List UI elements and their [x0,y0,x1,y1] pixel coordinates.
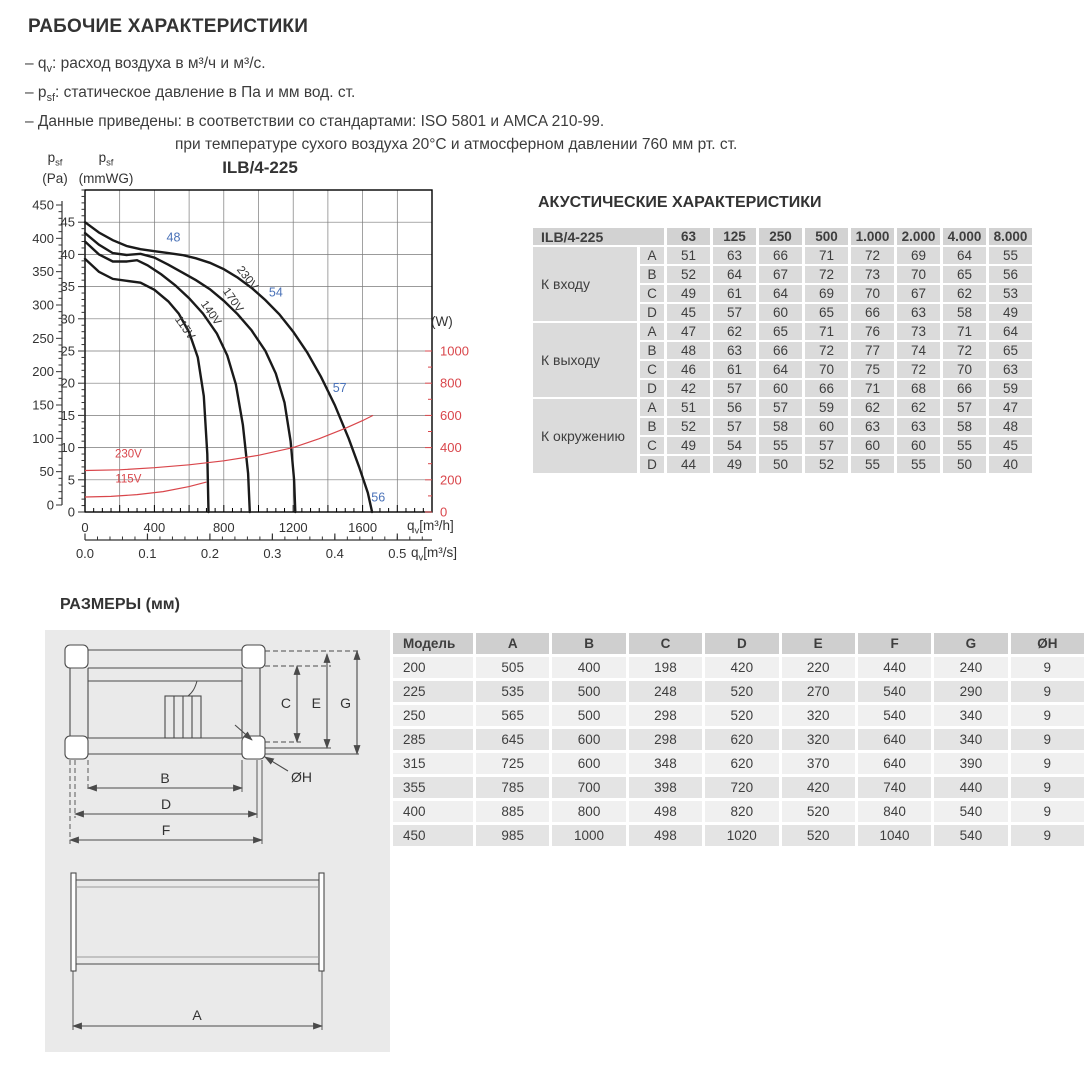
dimensions-table-head [393,633,1084,654]
dimension-cell: 540 [934,801,1007,822]
dimensions-table-body [393,657,1084,846]
acoustic-cell: 57 [759,399,802,416]
mmwg-tick-label: 10 [60,440,75,456]
m3h-tick-label: 1200 [278,520,308,535]
acoustic-cell: 55 [759,437,802,454]
pa-tick-label: 350 [32,264,54,280]
pa-tick-label: 50 [39,464,54,480]
dimensions-header: D [705,633,778,654]
acoustic-cell: 60 [759,380,802,397]
dimension-cell: 420 [705,657,778,678]
dimension-cell: 520 [705,705,778,726]
model-cell: 285 [393,729,473,750]
acoustic-cell: 72 [943,342,986,359]
acoustic-cell: 63 [989,361,1032,378]
watt-tick-label: 200 [440,472,462,488]
acoustic-cell: 50 [943,456,986,473]
acoustic-cell: 57 [713,380,756,397]
note-line: – Данные приведены: в соответствии со стандартами: ISO 5801 и AMCA 210-99. [25,113,605,131]
acoustic-cell: 66 [851,304,894,321]
dimension-cell: 498 [629,825,702,846]
acoustic-cell: 64 [943,247,986,264]
acoustic-cell: 55 [897,456,940,473]
mmwg-tick-label: 40 [60,246,75,262]
dimension-cell: 390 [934,753,1007,774]
acoustic-group-label: К выходу [533,323,637,397]
acoustic-cell: 55 [851,456,894,473]
acoustic-letter: D [640,456,664,473]
acoustic-cell: 64 [759,285,802,302]
m3s-tick-label: 0.1 [138,546,157,561]
acoustic-cell: 62 [897,399,940,416]
dimension-cell: 520 [782,825,855,846]
dimension-cell: 800 [552,801,625,822]
acoustic-table [530,226,1035,475]
acoustic-cell: 42 [667,380,710,397]
acoustic-cell: 60 [897,437,940,454]
acoustic-cell: 67 [759,266,802,283]
acoustic-cell: 56 [989,266,1032,283]
dimension-cell: 520 [782,801,855,822]
acoustic-cell: 45 [667,304,710,321]
acoustic-cell: 59 [989,380,1032,397]
acoustic-cell: 58 [943,304,986,321]
dimension-cell: 348 [629,753,702,774]
acoustic-model-header: ILB/4-225 [533,228,664,245]
dimension-cell: 198 [629,657,702,678]
watt-tick-label: 600 [440,407,462,423]
dimension-cell: 785 [476,777,549,798]
dimension-cell: 620 [705,729,778,750]
noise-level-label: 54 [268,285,283,300]
acoustic-cell: 60 [851,437,894,454]
axis-unit-m3h: $q_v[m^3/h]$ [407,518,454,537]
dimensions-row [393,777,1084,798]
band-header: 2.000 [897,228,940,245]
acoustic-cell: 52 [667,266,710,283]
noise-level-label: 57 [332,381,347,396]
dimension-cell: 540 [858,681,931,702]
dimension-cell: 540 [858,705,931,726]
acoustic-cell: 63 [713,247,756,264]
dimension-cell: 9 [1011,681,1084,702]
dimension-cell: 240 [934,657,1007,678]
power-curve-label: 230V [114,448,142,461]
note-line: – $q_v$: расход воздуха в м³/ч и м³/с. [25,55,266,76]
acoustic-cell: 58 [943,418,986,435]
dimension-cell: 220 [782,657,855,678]
m3h-tick-label: 400 [143,520,166,535]
acoustic-cell: 66 [759,342,802,359]
dimension-cell: 600 [552,729,625,750]
model-cell: 200 [393,657,473,678]
dimension-cell: 500 [552,681,625,702]
mmwg-tick-label: 45 [60,214,75,230]
acoustic-cell: 60 [805,418,848,435]
acoustic-cell: 63 [897,418,940,435]
dimension-cell: 270 [782,681,855,702]
dimension-cell: 9 [1011,705,1084,726]
acoustic-cell: 63 [897,304,940,321]
dimensions-row [393,825,1084,846]
axis-label-pa: $p_{sf}$ (Pa) [42,150,68,186]
duct-flange-left [71,873,76,971]
dim-label-c: C [280,695,291,711]
dimensions-header: B [552,633,625,654]
pressure-curve-230V [85,222,372,512]
watt-tick-label: 400 [440,440,462,456]
acoustic-cell: 69 [897,247,940,264]
dimension-cell: 535 [476,681,549,702]
acoustic-cell: 62 [943,285,986,302]
dimension-cell: 500 [552,705,625,726]
m3h-tick-label: 1600 [348,520,378,535]
dimensions-header: C [629,633,702,654]
acoustic-cell: 66 [759,247,802,264]
acoustic-cell: 40 [989,456,1032,473]
acoustic-cell: 52 [667,418,710,435]
section-title-acoustics: АКУСТИЧЕСКИЕ ХАРАКТЕРИСТИКИ [538,194,822,211]
dimension-cell: 398 [629,777,702,798]
performance-notes [25,52,1075,156]
axis-label-watt: (W) [431,314,453,329]
dimension-cell: 9 [1011,729,1084,750]
dimension-cell: 540 [934,825,1007,846]
acoustic-cell: 76 [851,323,894,340]
dimension-cell: 440 [934,777,1007,798]
acoustic-cell: 55 [989,247,1032,264]
noise-level-label: 56 [371,490,386,505]
dimension-cell: 298 [629,729,702,750]
mmwg-tick-label: 0 [67,504,75,520]
dimension-cell: 640 [858,729,931,750]
dimension-cell: 248 [629,681,702,702]
dimension-cell: 1040 [858,825,931,846]
acoustic-cell: 53 [989,285,1032,302]
pa-tick-label: 100 [32,430,54,446]
acoustic-cell: 73 [851,266,894,283]
model-cell: 450 [393,825,473,846]
watt-tick-label: 0 [440,504,448,520]
acoustic-cell: 66 [943,380,986,397]
acoustic-cell: 68 [897,380,940,397]
acoustic-cell: 47 [989,399,1032,416]
dimensions-row [393,705,1084,726]
dimension-cell: 298 [629,705,702,726]
dimensions-header: G [934,633,1007,654]
pressure-curve-115V [85,259,209,512]
acoustic-cell: 48 [989,418,1032,435]
acoustic-cell: 64 [989,323,1032,340]
acoustic-cell: 74 [897,342,940,359]
curve-label: 230V [233,264,260,293]
acoustic-cell: 57 [713,304,756,321]
model-cell: 315 [393,753,473,774]
band-header: 125 [713,228,756,245]
dimension-drawing [45,630,390,1052]
pa-tick-label: 150 [32,397,54,413]
dimensions-row [393,801,1084,822]
dimension-cell: 290 [934,681,1007,702]
acoustic-group-label: К входу [533,247,637,321]
model-cell: 400 [393,801,473,822]
acoustic-cell: 61 [713,285,756,302]
acoustic-cell: 72 [805,266,848,283]
dimension-cell: 440 [858,657,931,678]
acoustic-row [533,323,1032,340]
curve-label: 140V [197,298,224,328]
acoustic-header-row [533,228,1032,245]
axis-unit-m3s: $q_v[m^3/s]$ [411,545,457,564]
acoustic-letter: C [640,285,664,302]
acoustic-row [533,247,1032,264]
dimension-cell: 520 [705,681,778,702]
chart-title: ILB/4-225 [222,158,298,177]
acoustic-cell: 49 [989,304,1032,321]
model-cell: 225 [393,681,473,702]
dimension-cell: 400 [552,657,625,678]
dimensions-row [393,681,1084,702]
acoustic-cell: 75 [851,361,894,378]
acoustic-cell: 55 [943,437,986,454]
dimension-cell: 700 [552,777,625,798]
acoustic-group-label: К окружению [533,399,637,473]
acoustic-cell: 65 [805,304,848,321]
power-curve-115V [85,482,206,497]
curve-label: 170V [219,285,246,315]
dimension-cell: 985 [476,825,549,846]
acoustic-cell: 58 [759,418,802,435]
acoustic-cell: 66 [805,380,848,397]
power-curve-label: 115V [115,473,142,486]
pa-tick-label: 300 [32,297,54,313]
acoustic-letter: B [640,418,664,435]
band-header: 500 [805,228,848,245]
acoustic-letter: A [640,399,664,416]
noise-level-label: 48 [166,230,181,245]
pa-tick-label: 250 [32,330,54,346]
acoustic-cell: 65 [943,266,986,283]
mmwg-tick-label: 30 [60,311,75,327]
dimension-cell: 9 [1011,777,1084,798]
acoustic-cell: 51 [667,247,710,264]
mmwg-tick-label: 35 [60,279,75,295]
model-cell: 355 [393,777,473,798]
m3s-tick-label: 0.3 [263,546,282,561]
dim-label-b: B [160,770,170,786]
mmwg-tick-label: 15 [60,407,75,423]
dim-label-d: D [160,796,172,812]
dimension-cell: 340 [934,729,1007,750]
dimensions-header: A [476,633,549,654]
acoustic-cell: 56 [713,399,756,416]
dimensions-row [393,729,1084,750]
dimension-cell: 725 [476,753,549,774]
dimension-cell: 720 [705,777,778,798]
model-cell: 250 [393,705,473,726]
drawing-panel [45,630,390,1052]
dimension-cell: 370 [782,753,855,774]
pressure-curve-140V [85,242,250,513]
acoustic-cell: 69 [805,285,848,302]
dimension-cell: 1020 [705,825,778,846]
dim-label-f: F [161,822,171,838]
acoustic-cell: 60 [759,304,802,321]
acoustic-cell: 63 [851,418,894,435]
acoustic-cell: 71 [851,380,894,397]
acoustic-table-body [533,247,1032,473]
dimension-cell: 340 [934,705,1007,726]
band-header: 8.000 [989,228,1032,245]
acoustic-cell: 59 [805,399,848,416]
acoustic-letter: C [640,437,664,454]
acoustic-cell: 64 [713,266,756,283]
curve-label: 115V [172,313,197,343]
dimension-cell: 9 [1011,657,1084,678]
watt-tick-label: 800 [440,375,462,391]
acoustic-letter: A [640,323,664,340]
acoustic-cell: 50 [759,456,802,473]
acoustic-cell: 47 [667,323,710,340]
dimension-cell: 840 [858,801,931,822]
acoustic-cell: 71 [943,323,986,340]
acoustic-letter: D [640,304,664,321]
dimensions-header: Модель [393,633,473,654]
dimension-cell: 320 [782,705,855,726]
dimension-cell: 820 [705,801,778,822]
acoustic-cell: 65 [989,342,1032,359]
acoustic-cell: 73 [897,323,940,340]
dimension-cell: 1000 [552,825,625,846]
dimension-cell: 885 [476,801,549,822]
acoustic-cell: 71 [805,247,848,264]
watt-tick-label: 1000 [440,343,469,359]
note-line: – $p_{sf}$: статическое давление в Па и мм вод. ст. [25,84,356,105]
dimension-cell: 740 [858,777,931,798]
pa-tick-label: 450 [32,197,54,213]
section-title-performance: РАБОЧИЕ ХАРАКТЕРИСТИКИ [28,16,309,37]
dimensions-row [393,657,1084,678]
acoustic-cell: 46 [667,361,710,378]
acoustic-letter: B [640,342,664,359]
mmwg-tick-label: 20 [60,375,75,391]
acoustic-letter: D [640,380,664,397]
acoustic-cell: 51 [667,399,710,416]
acoustic-cell: 72 [805,342,848,359]
m3s-tick-label: 0.2 [200,546,219,561]
acoustic-cell: 71 [805,323,848,340]
m3h-tick-label: 800 [212,520,235,535]
dimension-cell: 9 [1011,825,1084,846]
m3s-tick-label: 0.5 [388,546,407,561]
acoustic-cell: 44 [667,456,710,473]
acoustic-cell: 49 [667,285,710,302]
axis-label-mmwg: $p_{sf}$ (mmWG) [78,150,134,186]
dimension-cell: 640 [858,753,931,774]
dimension-cell: 565 [476,705,549,726]
acoustic-cell: 49 [713,456,756,473]
dimensions-table [390,630,1087,849]
dimensions-header: F [858,633,931,654]
acoustic-cell: 48 [667,342,710,359]
dimensions-header-row [393,633,1084,654]
pa-tick-label: 0 [46,497,54,513]
acoustic-cell: 70 [897,266,940,283]
acoustic-cell: 52 [805,456,848,473]
section-title-dimensions: РАЗМЕРЫ (мм) [60,596,180,613]
m3h-tick-label: 0 [81,520,89,535]
dimensions-header: E [782,633,855,654]
dimension-cell: 645 [476,729,549,750]
power-curve-230V [85,415,373,470]
band-header: 1.000 [851,228,894,245]
dimension-cell: 320 [782,729,855,750]
acoustic-cell: 62 [713,323,756,340]
dimension-cell: 600 [552,753,625,774]
acoustic-cell: 62 [851,399,894,416]
acoustic-letter: A [640,247,664,264]
m3s-tick-label: 0.4 [325,546,344,561]
mmwg-tick-label: 25 [60,343,75,359]
band-header: 4.000 [943,228,986,245]
dim-label-a: A [192,1007,202,1023]
acoustic-letter: B [640,266,664,283]
acoustic-cell: 57 [805,437,848,454]
acoustic-cell: 72 [897,361,940,378]
band-header: 63 [667,228,710,245]
acoustic-cell: 54 [713,437,756,454]
dimension-cell: 420 [782,777,855,798]
band-header: 250 [759,228,802,245]
acoustic-cell: 77 [851,342,894,359]
acoustic-cell: 70 [943,361,986,378]
duct-flange-right [319,873,324,971]
dimension-cell: 9 [1011,801,1084,822]
acoustic-cell: 63 [713,342,756,359]
acoustic-letter: C [640,361,664,378]
acoustic-cell: 57 [943,399,986,416]
dimensions-row [393,753,1084,774]
dim-label-g: G [340,695,351,711]
pa-tick-label: 400 [32,230,54,246]
performance-chart [25,148,487,596]
acoustic-cell: 65 [759,323,802,340]
acoustic-cell: 72 [851,247,894,264]
acoustic-cell: 61 [713,361,756,378]
dim-label-e: E [311,695,321,711]
acoustic-cell: 64 [759,361,802,378]
dimension-cell: 505 [476,657,549,678]
dimension-cell: 620 [705,753,778,774]
dimension-cell: 9 [1011,753,1084,774]
acoustic-row [533,399,1032,416]
acoustic-cell: 49 [667,437,710,454]
mmwg-tick-label: 5 [67,472,75,488]
acoustic-cell: 57 [713,418,756,435]
dimensions-header: ØH [1011,633,1084,654]
acoustic-cell: 67 [897,285,940,302]
acoustic-cell: 45 [989,437,1032,454]
acoustic-table-head [533,228,1032,245]
acoustic-cell: 70 [805,361,848,378]
acoustic-cell: 70 [851,285,894,302]
dim-label-dh: ØH [291,769,312,785]
note-line: при температуре сухого воздуха 20°C и атмосферном давлении 760 мм рт. ст. [175,136,738,154]
dimension-cell: 498 [629,801,702,822]
m3s-tick-label: 0.0 [75,546,95,561]
pa-tick-label: 200 [32,364,54,380]
